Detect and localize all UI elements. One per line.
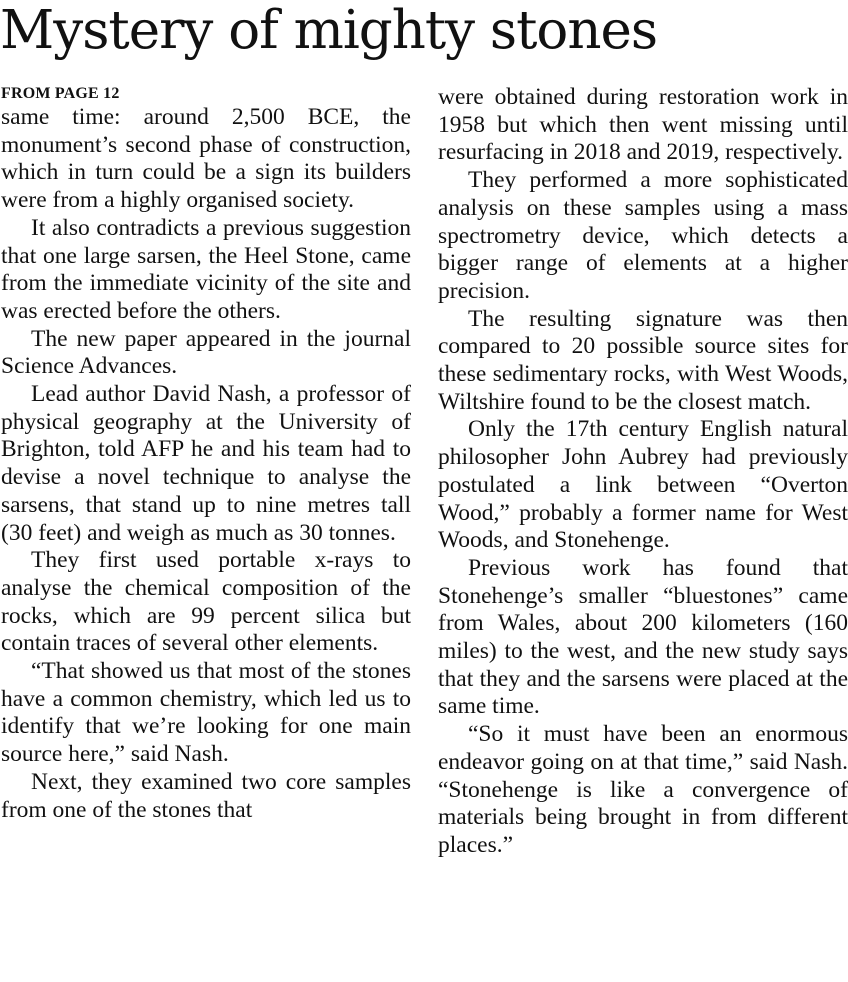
paragraph: “So it must have been an enormous endeavor going on at that time,” said Nash. “Stonehenge is like a convergence of materials being brought in from different places.” bbox=[438, 721, 848, 858]
paragraph: Lead author David Nash, a professor of physical geography at the University of Brighton, told AFP he and his team had to devise a novel technique to analyse the sarsens, that stand up to nine metres tall (30 feet) and weigh as much as 30 tonnes. bbox=[1, 381, 411, 546]
jump-label: FROM PAGE 12 bbox=[1, 85, 120, 102]
paragraph: They performed a more sophisticated analysis on these samples using a mass spectrometry device, which detects a bigger range of elements at a higher precision. bbox=[438, 167, 848, 304]
paragraph: It also contradicts a previous suggestion that one large sarsen, the Heel Stone, came from the immediate vicinity of the site and was erected before the others. bbox=[1, 214, 411, 324]
paragraph: Next, they examined two core samples from one of the stones that bbox=[1, 768, 411, 823]
paragraph: same time: around 2,500 BCE, the monument’s second phase of construction, which in turn could be a sign its builders were from a highly organised society. bbox=[1, 104, 411, 214]
paragraph: were obtained during restoration work in 1958 but which then went missing until resurfacing in 2018 and 2019, respectively. bbox=[438, 84, 848, 166]
left-column bbox=[1, 84, 411, 824]
paragraph: “That showed us that most of the stones have a common chemistry, which led us to identify that we’re looking for one main source here,” said Nash. bbox=[1, 658, 411, 768]
paragraph: The resulting signature was then compared to 20 possible source sites for these sedimentary rocks, with West Woods, Wiltshire found to be the closest match. bbox=[438, 305, 848, 415]
headline: Mystery of mighty stones bbox=[0, 0, 658, 61]
paragraph: Only the 17th century English natural philosopher John Aubrey had previously postulated a link between “Overton Wood,” probably a former name for West Woods, and Stonehenge. bbox=[438, 416, 848, 554]
paragraph: The new paper appeared in the journal Science Advances. bbox=[1, 325, 411, 380]
right-column bbox=[438, 84, 848, 860]
paragraph: Previous work has found that Stonehenge’s smaller “bluestones” came from Wales, about 200 kilometers (160 miles) to the west, and the new study says that they and the sarsens were placed at the same time. bbox=[438, 554, 848, 720]
paragraph: They first used portable x-rays to analyse the chemical composition of the rocks, which are 99 percent silica but contain traces of several other elements. bbox=[1, 547, 411, 657]
